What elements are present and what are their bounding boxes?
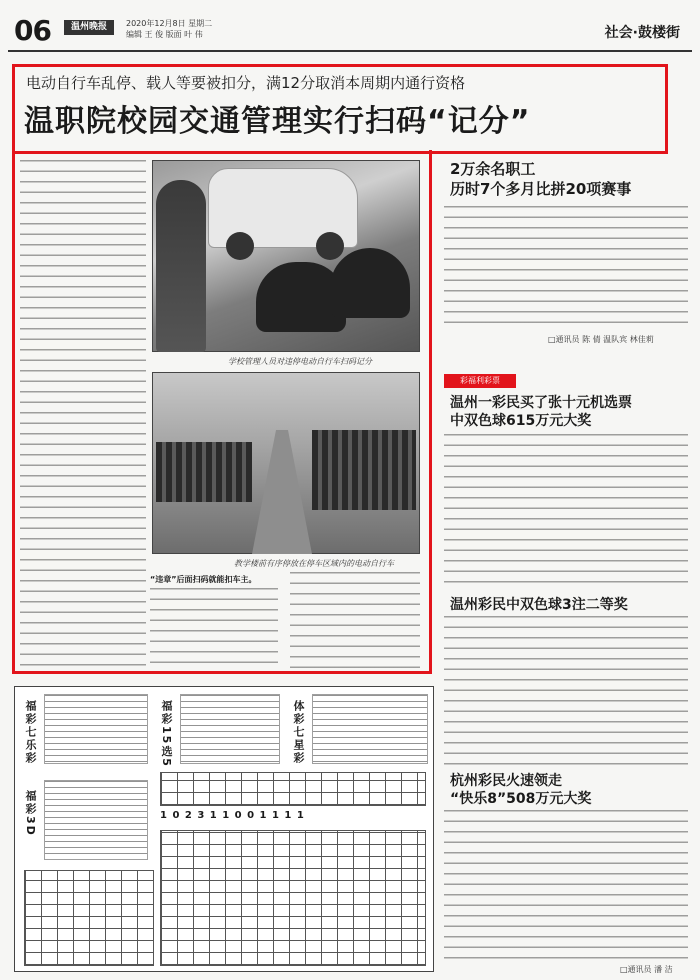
story3-body xyxy=(444,616,688,766)
story4-title-2: “快乐8”508万元大奖 xyxy=(450,791,592,807)
wheel xyxy=(226,232,254,260)
ad-table-3 xyxy=(180,694,280,764)
story3-title: 温州彩民中双色球3注二等奖 xyxy=(450,597,628,613)
ad-table-4 xyxy=(312,694,428,764)
parked-bikes-left xyxy=(156,442,252,502)
ad-grid-2 xyxy=(24,870,154,966)
ad-title-3d: 福彩3D xyxy=(24,790,37,837)
story2-title-1: 温州一彩民买了张十元机选票 xyxy=(450,395,632,411)
story2-body xyxy=(444,434,688,590)
masthead xyxy=(8,8,692,52)
inline-subhead: “违章”后面扫码就能扣车主。 xyxy=(150,575,257,584)
ad-title-qilecai: 福彩七乐彩 xyxy=(24,700,37,765)
story4-body xyxy=(444,810,688,962)
story4-byline: □通讯员 潘 洁 xyxy=(620,965,673,974)
story1-title-2: 历时7个多月比拼20项赛事 xyxy=(450,180,632,198)
ad-grid-1 xyxy=(160,772,426,806)
ad-number-row: 1 0 2 3 1 1 0 0 1 1 1 1 xyxy=(160,810,305,821)
ad-table-1 xyxy=(44,694,148,764)
wheel xyxy=(316,232,344,260)
date-line-1: 2020年12月8日 星期二 xyxy=(126,19,213,28)
paper-logo: 温州晚报 xyxy=(64,20,114,35)
story4-title-1: 杭州彩民火速领走 xyxy=(450,773,562,789)
photo2-caption: 教学楼前有序停放在停车区域内的电动自行车 xyxy=(234,559,394,568)
parked-bikes-right xyxy=(312,430,416,510)
story1-byline: □通讯员 陈 倩 温队宾 林佳莉 xyxy=(548,335,654,344)
lead-headline: 温职院校园交通管理实行扫码“记分” xyxy=(24,104,531,139)
lead-kicker: 电动自行车乱停、载人等要被扣分，满12分取消本周期内通行资格 xyxy=(26,74,466,92)
photo1-caption: 学校管理人员对违停电动自行车扫码记分 xyxy=(228,357,372,366)
article-body-col-1 xyxy=(20,160,146,670)
story1-body xyxy=(444,206,688,328)
article-body-col-2 xyxy=(150,588,278,670)
scooter-shape xyxy=(330,248,410,318)
date-line xyxy=(126,18,246,40)
section-title: 社会·鼓楼街 xyxy=(604,25,680,41)
story2-title-2: 中双色球615万元大奖 xyxy=(450,413,592,429)
lottery-section-tag: 彩福利彩票 xyxy=(444,374,516,388)
date-line-2: 编辑 王 俊 版面 叶 伟 xyxy=(126,30,203,39)
ad-table-2 xyxy=(44,780,148,860)
story1-title-1: 2万余名职工 xyxy=(450,160,536,178)
ad-title-qixingcai: 体彩七星彩 xyxy=(292,700,305,765)
ad-grid-3 xyxy=(160,830,426,966)
article-body-col-3 xyxy=(290,572,420,670)
page-number: 06 xyxy=(14,14,51,47)
ad-title-15x5: 福彩15选5 xyxy=(160,700,173,768)
person-figure xyxy=(156,180,206,352)
